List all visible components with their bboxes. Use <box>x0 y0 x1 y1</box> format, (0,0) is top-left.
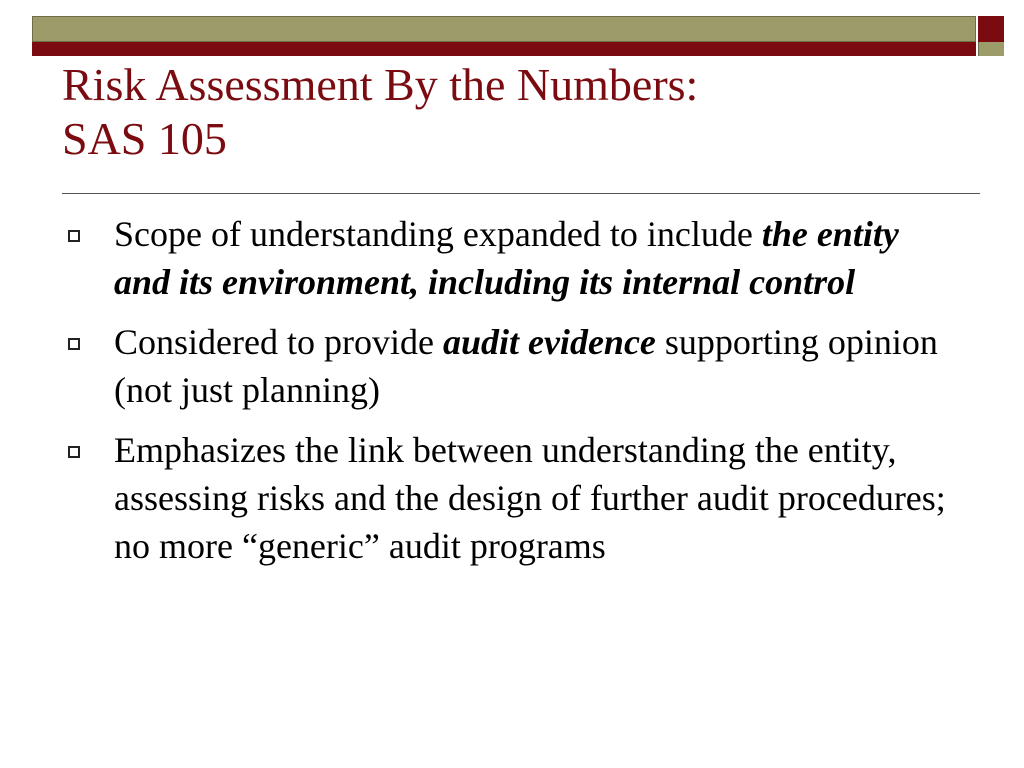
bullet-item <box>62 318 962 414</box>
title-divider <box>62 193 980 194</box>
bullet-item <box>62 426 962 570</box>
bullet-emphasis: audit evidence <box>442 322 656 362</box>
bullet-emphasis: the entity and its environment, including its internal control <box>114 214 899 302</box>
header-band-olive <box>32 16 976 42</box>
slide-title-line-2: SAS 105 <box>62 113 227 164</box>
header-band-maroon <box>32 42 976 56</box>
square-bullet-icon <box>68 230 80 242</box>
slide-title <box>62 58 962 166</box>
bullet-item <box>62 210 962 306</box>
bullet-text-after: supporting opinion (not just planning) <box>114 322 938 410</box>
bullet-text: Emphasizes the link between understanding the entity, assessing risks and the design of further audit procedures; no more “generic” audit programs <box>114 430 946 566</box>
square-bullet-icon <box>68 446 80 458</box>
bullet-list <box>62 210 962 582</box>
slide-title-line-1: Risk Assessment By the Numbers: <box>62 59 699 110</box>
bullet-text: Scope of understanding expanded to include <box>114 214 762 254</box>
square-bullet-icon <box>68 338 80 350</box>
bullet-text: Considered to provide <box>114 322 443 362</box>
header-corner-maroon <box>978 16 1004 42</box>
header-corner-olive <box>978 42 1004 56</box>
